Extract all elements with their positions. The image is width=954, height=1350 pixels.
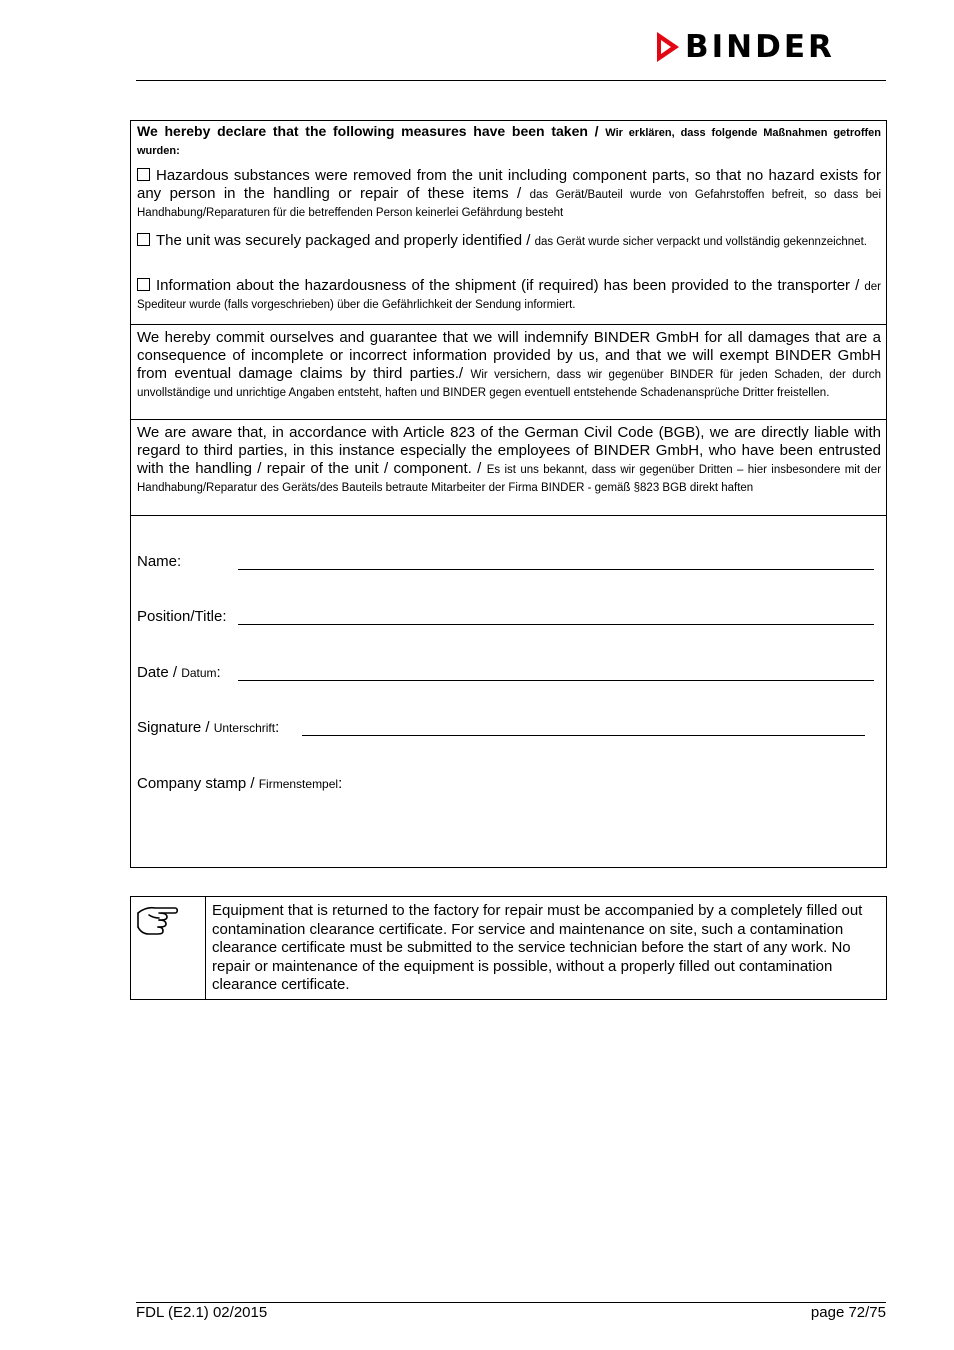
name-field[interactable] [238, 569, 874, 570]
brand-name: BINDER [685, 29, 835, 65]
date-label: Date / Datum: [137, 664, 221, 681]
document-id: FDL (E2.1) 02/2015 [136, 1304, 268, 1321]
indemnity-text: We hereby commit ourselves and guarantee that we will indemnify BINDER GmbH for all damages that are a consequence of incomplete or incorrect information provided by us, and that we will exempt BINDER GmbH from eventual damage claims by third parties./ Wir versichern, dass wir gegenüber BINDER für jeden Schaden, der durch unvollständige und unrichtige Angaben entsteht, haften und BINDER gegen eventuell entstehende Schadenansprüche Dritter freistellen. [137, 329, 881, 399]
declaration-box [130, 120, 887, 868]
name-label: Name: [137, 553, 182, 570]
checkbox-icon[interactable] [137, 233, 150, 246]
binder-triangle-icon [655, 30, 681, 64]
position-label: Position/Title: [137, 608, 227, 625]
company-stamp-label: Company stamp / Firmenstempel: [137, 775, 343, 792]
measures-section [131, 121, 886, 325]
measure-item: Hazardous substances were removed from the unit including component parts, so that no hazard exists for any person in the handling or repair of these items / das Gerät/Bauteil wurde von Gefahrstoffen befreit, so dass bei Handhabung/Reparaturen für die betreffenden Person keinerlei Gefährdung besteht [137, 167, 881, 219]
signature-section [131, 516, 886, 867]
liability-text: We are aware that, in accordance with Article 823 of the German Civil Code (BGB), we are directly liable with regard to third parties, in this instance especially the employees of BINDER GmbH, who have been entrusted with the handling / repair of the unit / component. / Es ist uns bekannt, dass wir gegenüber Dritten – hier insbesondere mit der Handhabung/Reparatur des Geräts/des Bauteils betraute Mitarbeiter der Firma BINDER - gemäß §823 BGB direkt haften [137, 424, 882, 494]
measure-item: Information about the hazardousness of the shipment (if required) has been provided to the transporter / der Spediteur wurde (falls vorgeschrieben) über die Gefährlichkeit der Sendung informiert. [137, 277, 882, 311]
measure-item: The unit was securely packaged and properly identified / das Gerät wurde sicher verpackt und vollständig gekennzeichnet. [137, 232, 881, 250]
checkbox-icon[interactable] [137, 168, 150, 181]
signature-field[interactable] [302, 735, 865, 736]
binder-logo [655, 30, 887, 64]
footer-divider [136, 1302, 886, 1303]
measures-heading: We hereby declare that the following measures have been taken / Wir erklären, dass folgende Maßnahmen getroffen wurden: [137, 123, 882, 157]
indemnity-section [131, 325, 886, 420]
checkbox-icon[interactable] [137, 278, 150, 291]
note-icon-cell [131, 897, 206, 999]
pointing-hand-icon [135, 901, 179, 939]
note-text: Equipment that is returned to the factory for repair must be accompanied by a completely filled out contamination clearance certificate. For service and maintenance on site, such a contamination clearance certificate must be submitted to the service technician before the start of any work. No repair or maintenance of the equipment is possible, without a properly filled out contamination clearance certificate. [212, 902, 863, 994]
signature-label: Signature / Unterschrift: [137, 719, 280, 736]
header-divider [136, 80, 886, 81]
position-field[interactable] [238, 624, 874, 625]
liability-section [131, 420, 886, 516]
note-box [130, 896, 887, 1000]
page-number: page 72/75 [810, 1304, 886, 1321]
date-field[interactable] [238, 680, 874, 681]
